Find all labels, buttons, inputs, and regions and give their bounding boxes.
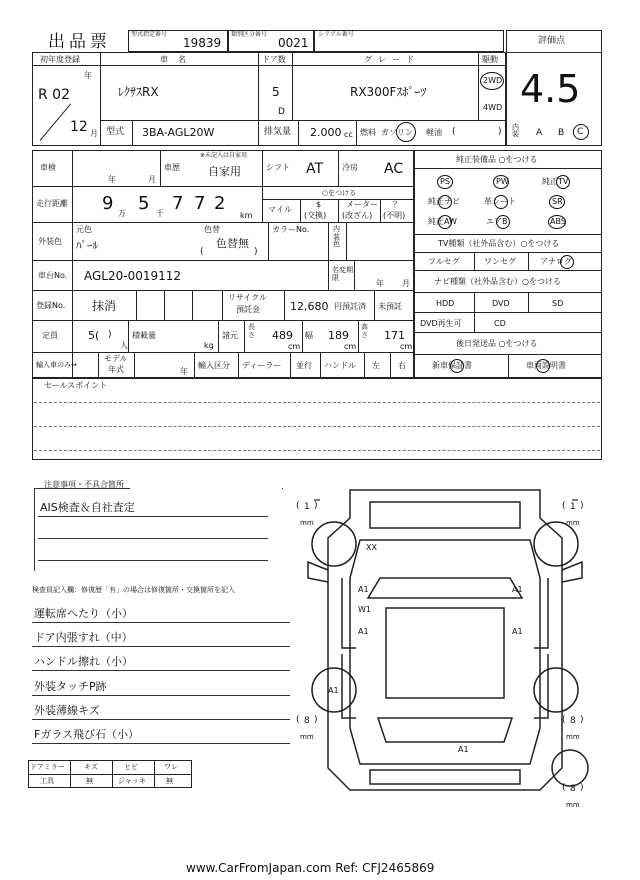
nav-cd: CD: [494, 319, 506, 328]
interior-label: 内装: [512, 123, 519, 138]
legend-h-mirror: ドアミラー: [30, 763, 65, 771]
notes-title: 注意事項・不具合箇所: [44, 480, 124, 489]
reg-value: 抹消: [92, 299, 117, 313]
name-change-year: 年: [376, 279, 384, 288]
car-damage-diagram: [290, 478, 602, 818]
usage-label: 車歴: [164, 163, 180, 172]
shaken-label: 車検: [40, 163, 56, 172]
class-value: 0021: [278, 36, 309, 50]
usage-value: 自家用: [208, 165, 241, 178]
fuel-value: ガソリン: [381, 128, 413, 137]
tire-rl-value: 8: [304, 716, 310, 726]
tire-fr-mm: mm: [566, 519, 580, 527]
year-suffix: 年: [84, 71, 92, 80]
tire-rr-mm: mm: [566, 733, 580, 741]
finding-3: ハンドル擦れ（小）: [34, 655, 133, 668]
equip-navi: 純正ナビ: [428, 197, 460, 206]
mark-a1-left-rear-door: A1: [358, 627, 369, 636]
dims-label: 諸元: [222, 331, 238, 340]
docs-manual: 車両説明書: [526, 361, 566, 370]
mark-a1-left-rear-tire: A1: [328, 686, 339, 695]
tire-spare-value: 8: [570, 784, 576, 794]
tv-oneseg: ワンセグ: [484, 257, 516, 266]
tv-analog: アナログ: [540, 257, 572, 266]
altered-bottom: (改ざん): [342, 211, 373, 220]
color-no-label: カラーNo.: [272, 225, 310, 234]
mark-a1-right-front-door: A1: [512, 585, 523, 594]
recycle-label-1: リサイクル: [228, 293, 267, 302]
equip-pw: PW: [496, 177, 509, 186]
notes-line-1: AIS検査＆自社査定: [40, 501, 135, 514]
interior-grade-b: B: [558, 128, 565, 138]
reg-label: 登録No.: [36, 301, 66, 310]
score-label: 評価点: [538, 36, 566, 46]
legend-v-2: 無: [86, 777, 93, 785]
handle-label: ハンドル: [324, 361, 356, 370]
equip-leather: 革シート: [484, 197, 516, 206]
nav-dvd: DVD: [492, 299, 510, 308]
mileage-man: 万: [118, 209, 126, 218]
sales-point-box: [32, 378, 602, 460]
model-cert-value: 19839: [183, 36, 222, 50]
exchange-top: $: [316, 200, 322, 209]
length-label: 長さ: [248, 323, 255, 339]
legend-h-break: ワレ: [164, 763, 178, 771]
tire-fl-value: 1: [304, 502, 310, 512]
width-label: 幅: [305, 331, 313, 340]
width-value: 189: [328, 329, 349, 342]
tire-fl-open: (: [296, 501, 300, 511]
width-unit: cm: [344, 342, 357, 351]
model-year-label-1: モデル: [104, 354, 128, 363]
altered-top: メーター: [346, 200, 378, 209]
inspector-note: 検査員記入欄：修復歴「有」の場合は修復箇所・交換箇所を記入: [32, 586, 235, 594]
color-change-label: 色替: [204, 225, 220, 234]
mile-label: マイル: [268, 205, 292, 214]
doors-label: ドア数: [262, 55, 286, 64]
drive-2wd: 2WD: [483, 76, 503, 85]
tv-fullseg: フルセグ: [428, 257, 460, 266]
tire-rr-open: (: [562, 715, 566, 725]
class-label: 類別区分番号: [231, 31, 268, 38]
mark-a1-right-rear-door: A1: [512, 627, 523, 636]
handle-right: 右: [398, 361, 406, 370]
tv-title: TV種類（社外品含む）○をつける: [438, 239, 560, 248]
sales-point-label: セールスポイント: [44, 381, 108, 390]
shift-label: シフト: [266, 163, 290, 172]
tire-spare-open: (: [562, 783, 566, 793]
nav-dvd-play: DVD再生可: [420, 319, 462, 328]
mileage-digit-5: 2: [214, 193, 226, 214]
color-paren-open: (: [200, 247, 204, 257]
score-value: 4.5: [520, 67, 581, 111]
exchange-bottom: (交換): [304, 211, 327, 220]
legend-h-scratch: キズ: [84, 763, 98, 771]
interior-grade-a: A: [536, 128, 543, 138]
inspection-grid: [32, 150, 414, 378]
import-dealer: ディーラー: [242, 361, 282, 370]
equipment-title: 純正装備品 ○をつける: [456, 155, 538, 164]
height-label: 高さ: [361, 323, 368, 339]
model-cert-label: 型式指定番号: [131, 31, 168, 38]
legend-v-3: ジャッキ: [118, 777, 146, 785]
tire-spare-close: ): [580, 783, 584, 793]
diesel-paren-open: (: [452, 127, 456, 137]
equip-sr: SR: [552, 197, 563, 206]
first-reg-month: 12: [70, 119, 88, 135]
load-label: 積載量: [132, 331, 156, 340]
tire-rr-value: 8: [570, 716, 576, 726]
ac-label: 冷房: [342, 163, 358, 172]
grade-value: RX300Fｽﾎﾟｰﾂ: [350, 85, 427, 99]
mileage-km: km: [240, 211, 253, 220]
recycle-value: 12,680: [290, 300, 329, 313]
mileage-digit-2: 5: [138, 193, 150, 214]
first-reg-label: 初年度登録: [40, 55, 80, 64]
serial-label: シリアル番号: [318, 31, 354, 38]
load-unit: kg: [204, 341, 214, 350]
length-unit: cm: [288, 342, 301, 351]
car-name: ﾚｸｻｽRX: [118, 85, 159, 99]
color-label: 外装色: [38, 237, 62, 246]
interior-grade-c: C: [577, 127, 584, 137]
length-value: 489: [272, 329, 293, 342]
mileage-digit-1: 9: [102, 193, 114, 214]
equip-tv: 純正TV: [542, 177, 569, 186]
diesel-paren-close: ): [498, 127, 502, 137]
recycle-label-2: 預託金: [236, 305, 260, 314]
model-year-unit: 年: [180, 367, 188, 376]
nav-hdd: HDD: [436, 299, 455, 308]
color-paren-close: ): [254, 247, 258, 257]
mark-xx: XX: [366, 543, 377, 552]
grade-label: グレード: [364, 55, 420, 64]
month-suffix: 月: [90, 129, 98, 138]
tire-rl-open: (: [296, 715, 300, 725]
color-change-value: 色替無: [216, 237, 249, 250]
finding-5: 外装薄線キズ: [34, 704, 100, 717]
mileage-label: 走行距離: [36, 199, 68, 208]
shaken-month: 月: [148, 175, 156, 184]
tire-fr-value: 1: [570, 502, 576, 512]
equip-airbag: エアB: [486, 217, 508, 226]
interior-color-label: 内装色: [333, 225, 340, 249]
displacement-value: 2.000: [310, 126, 342, 139]
first-reg-era: R 02: [38, 87, 70, 103]
shift-value: AT: [306, 161, 324, 177]
mark-a1-left-front-door: A1: [358, 585, 369, 594]
drive-4wd: 4WD: [483, 103, 503, 112]
mark-a1-rear-bumper: A1: [458, 745, 469, 754]
tire-rl-close: ): [314, 715, 318, 725]
ac-value: AC: [384, 161, 404, 177]
original-color-label: 元色: [76, 225, 92, 234]
tire-spare-mm: mm: [566, 801, 580, 809]
recycle-unit: 円預託済: [334, 302, 366, 311]
chassis-value: AGL20-0019112: [84, 269, 182, 283]
capacity-value: 5(: [88, 329, 100, 342]
name-change-label: 名変期限: [332, 266, 353, 283]
unknown-top: ？: [393, 200, 401, 209]
diesel-label: 軽油: [426, 128, 442, 137]
footer-ref: www.CarFromJapan.com Ref: CFJ2465869: [186, 861, 435, 875]
unknown-bottom: (不明): [383, 211, 406, 220]
mileage-sen: 千: [156, 209, 164, 218]
equip-ps: PS: [440, 177, 450, 186]
height-unit: cm: [400, 342, 413, 351]
mileage-digit-3: 7: [172, 193, 184, 214]
capacity-unit: 人: [120, 341, 128, 350]
nav-sd: SD: [552, 299, 564, 308]
legend-v-4: 無: [166, 777, 173, 785]
capacity-close: ): [108, 330, 112, 340]
model-year-label-2: 年式: [108, 365, 124, 374]
mark-w1: W1: [358, 605, 371, 614]
finding-2: ドア内張すれ（中）: [34, 631, 133, 644]
original-color: ﾊﾟｰﾙ: [76, 239, 98, 252]
doors-value: 5: [272, 85, 280, 99]
shaken-year: 年: [108, 175, 116, 184]
equip-abs: ABS: [550, 217, 566, 226]
doors-sub: D: [278, 107, 285, 117]
tire-fr-close: ): [580, 501, 584, 511]
name-change-month: 月: [402, 279, 410, 288]
legend-h-crack: ヒビ: [124, 763, 138, 771]
tire-fl-close: ): [314, 501, 318, 511]
usage-note: ※未記入は自家用: [200, 152, 248, 159]
height-value: 171: [384, 329, 405, 342]
docs-title: 後日発送品 ○をつける: [456, 339, 538, 348]
displacement-label: 排気量: [264, 127, 292, 137]
import-label: 輸入車のみ→: [36, 361, 77, 369]
form-title: 出品票: [48, 32, 111, 52]
meter-check-note: ○をつける: [322, 189, 357, 197]
tire-fl-mm: mm: [300, 519, 314, 527]
drive-label: 駆動: [482, 55, 498, 64]
nav-title: ナビ種類（社外品含む）○をつける: [434, 277, 561, 286]
tire-fr-open: (: [562, 501, 566, 511]
handle-left: 左: [372, 361, 380, 370]
docs-warranty: 新車保証書: [432, 361, 472, 370]
tire-rl-mm: mm: [300, 733, 314, 741]
chassis-label: 車台No.: [38, 271, 68, 280]
recycle-unpaid: 未預託: [378, 302, 402, 311]
type-value: 3BA-AGL20W: [142, 126, 215, 139]
finding-1: 運転席へたり（小）: [34, 607, 133, 620]
equip-aw: 純正AW: [428, 217, 457, 226]
import-class-label: 輸入区分: [198, 361, 230, 370]
mileage-digit-4: 7: [194, 193, 206, 214]
car-name-label: 車名: [160, 55, 196, 64]
type-label: 型式: [106, 127, 125, 137]
finding-6: Fガラス飛び石（小）: [34, 728, 139, 741]
tire-rr-close: ): [580, 715, 584, 725]
fuel-label: 燃料: [360, 128, 376, 137]
legend-v-1: 工具: [40, 777, 54, 785]
capacity-label: 定員: [42, 331, 58, 340]
displacement-unit: cc: [344, 130, 353, 139]
import-parallel: 並行: [296, 361, 312, 370]
finding-4: 外装タッチP跡: [34, 680, 107, 693]
